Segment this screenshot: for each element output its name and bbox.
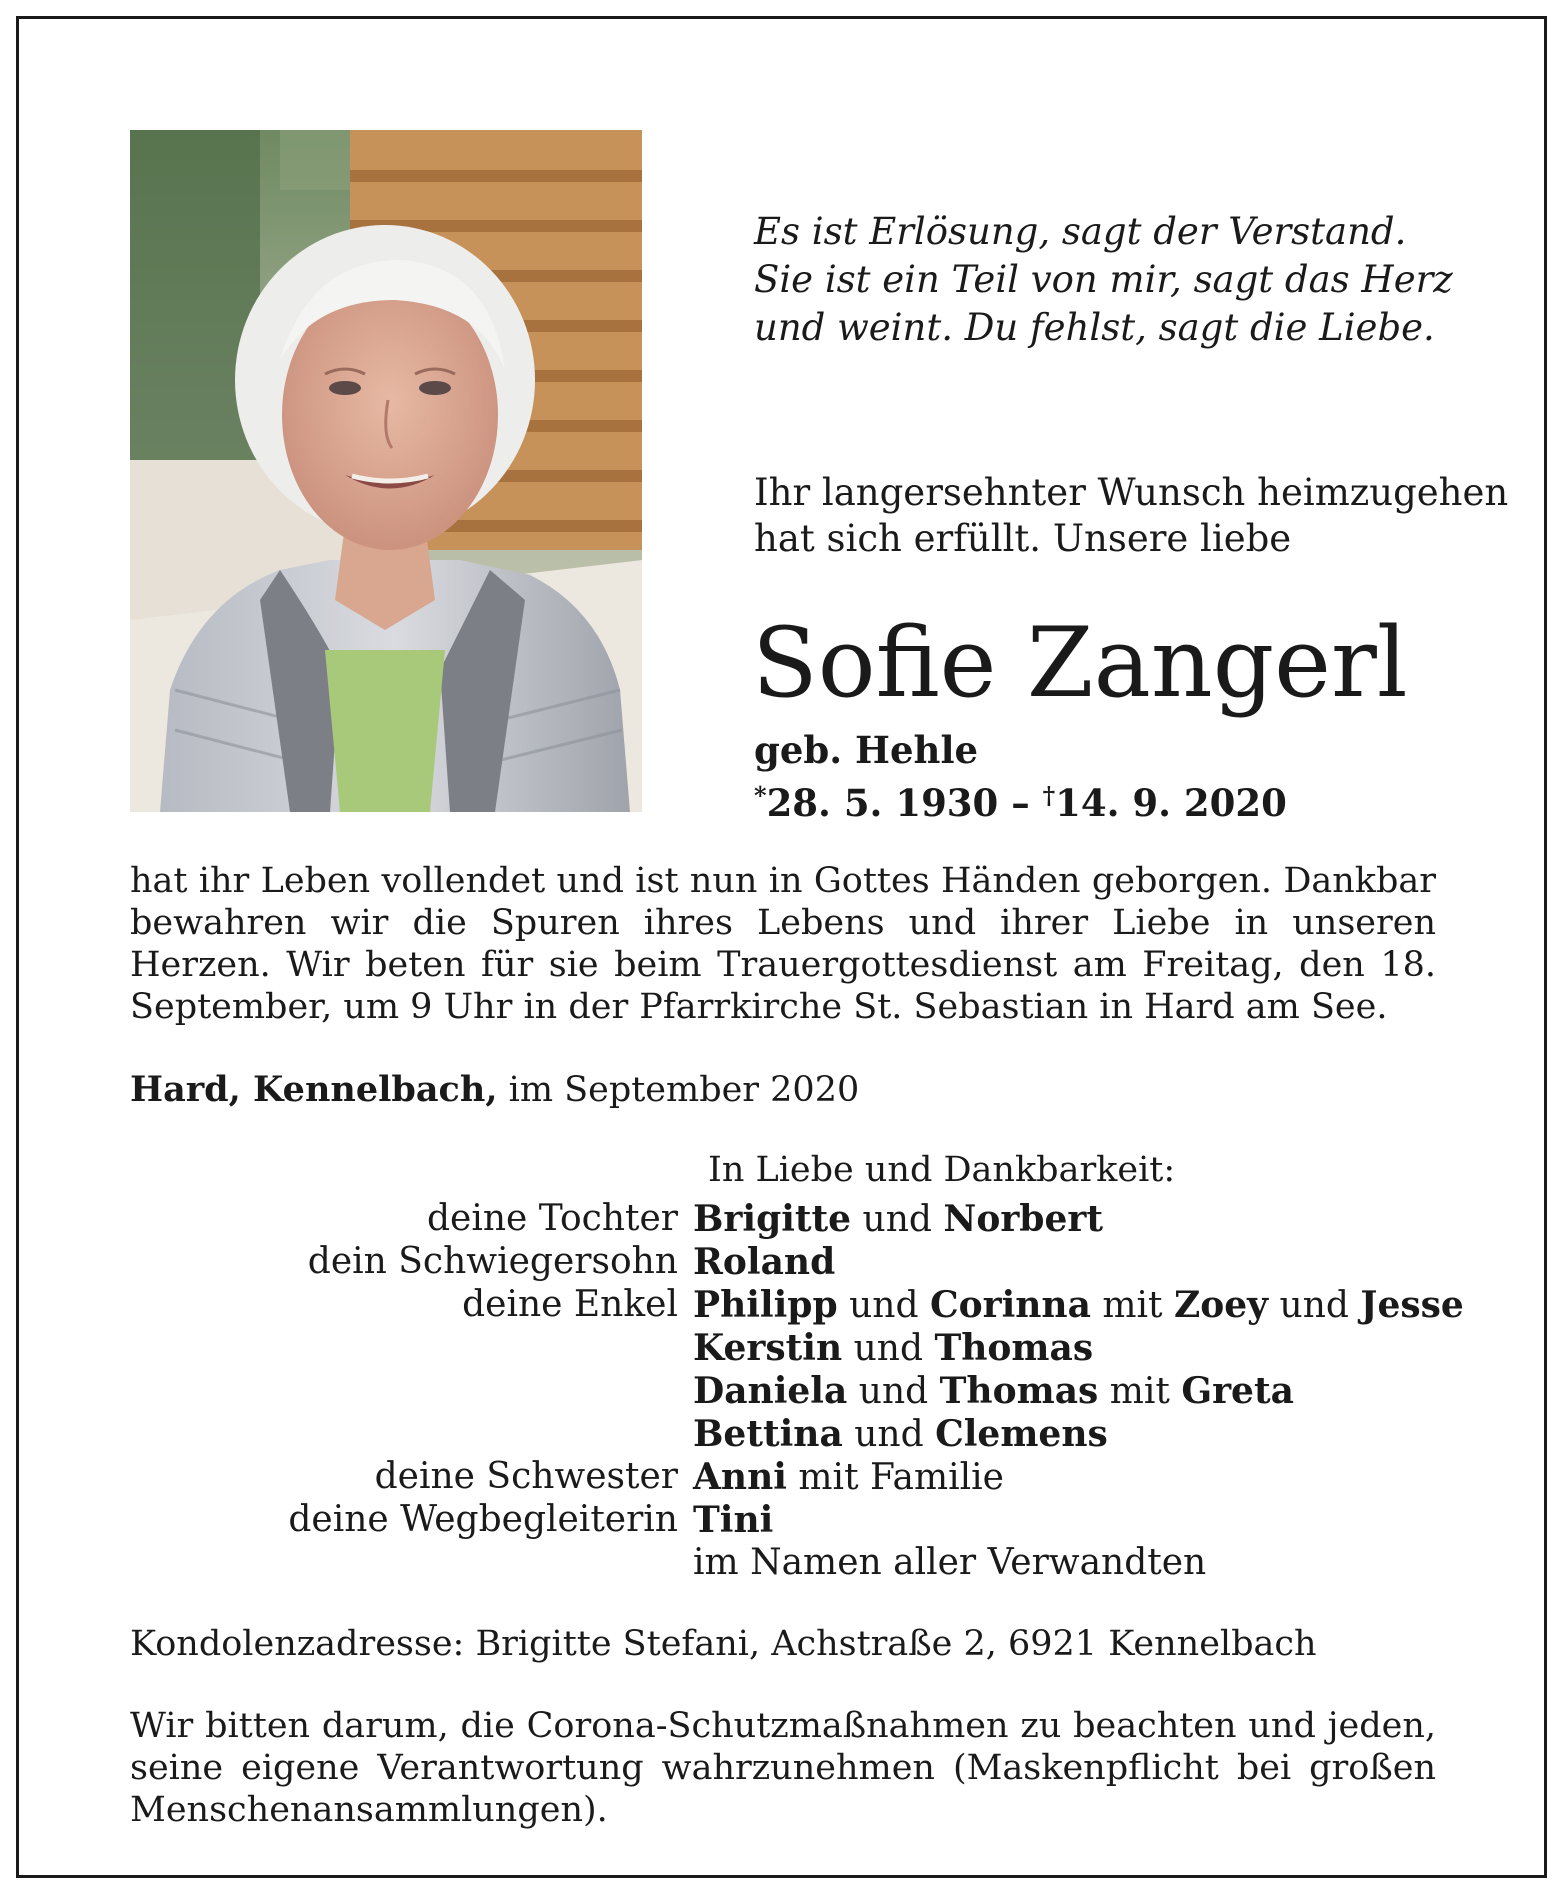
person-name: Greta [1181, 1370, 1294, 1412]
connector: mit [1102, 1285, 1163, 1326]
family-row [130, 1456, 1436, 1499]
family-names [693, 1413, 1436, 1456]
family-names [693, 1370, 1436, 1413]
relation-label [130, 1542, 693, 1584]
intro-line: hat sich erfüllt. Unsere liebe [754, 517, 1292, 560]
death-cross: † [1042, 781, 1056, 810]
relation-label: deine Wegbegleiterin [288, 1499, 678, 1540]
person-name: Tini [693, 1499, 774, 1541]
person-name: Thomas [934, 1327, 1094, 1369]
relation-label: deine Tochter [426, 1198, 678, 1239]
connector: und [862, 1199, 932, 1240]
person-name: Corinna [929, 1284, 1091, 1326]
person-name: Norbert [943, 1198, 1103, 1240]
person-name: Philipp [693, 1284, 838, 1326]
family-row [130, 1413, 1436, 1456]
connector: und [858, 1371, 929, 1412]
relation-label: deine Enkel [462, 1284, 678, 1325]
family-row [130, 1499, 1436, 1542]
birth-name: geb. Hehle [754, 728, 979, 772]
in-love-line: In Liebe und Dankbarkeit: [708, 1150, 1176, 1190]
intro-text [754, 470, 1508, 562]
connector: und [854, 1414, 924, 1455]
portrait-photo [130, 130, 642, 812]
person-name: Bettina [693, 1413, 843, 1455]
family-names [693, 1241, 1436, 1284]
person-name: Kerstin [693, 1327, 843, 1369]
family-names [693, 1198, 1436, 1241]
family-row [130, 1542, 1436, 1584]
family-row [130, 1370, 1436, 1413]
connector: und [849, 1285, 919, 1326]
life-dates [754, 774, 1287, 825]
family-row [130, 1284, 1464, 1327]
intro-line: Ihr langersehnter Wunsch heimzugehen [754, 471, 1509, 514]
relation-label [130, 1327, 693, 1370]
family-names [693, 1456, 1436, 1499]
person-name: Jesse [1360, 1284, 1464, 1326]
person-name: Roland [693, 1241, 836, 1283]
condolence-address: Kondolenzadresse: Brigitte Stefani, Achstraße 2, 6921 Kennelbach [130, 1624, 1317, 1664]
place-date-line [130, 1068, 859, 1112]
family-names [693, 1499, 1436, 1542]
relation-label [130, 1413, 693, 1456]
birth-date: 28. 5. 1930 [766, 781, 999, 825]
quote-line: und weint. Du fehlst, sagt die Liebe. [754, 306, 1435, 349]
death-date: 14. 9. 2020 [1055, 781, 1287, 825]
family-row [130, 1327, 1436, 1370]
birth-star: * [754, 781, 767, 810]
corona-note: Wir bitten darum, die Corona-Schutzmaßnahmen zu beachten und jeden, seine eigene Verantwortung wahrzunehmen (Maskenpflicht bei großen Menschenansammlungen). [130, 1706, 1436, 1830]
poem-quote [754, 208, 1453, 352]
date-separator: – [998, 781, 1043, 825]
family-names [693, 1284, 1464, 1327]
obituary-body: hat ihr Leben vollendet und ist nun in Gottes Händen geborgen. Dankbar bewahren wir die Spuren ihres Lebens und ihrer Liebe in unseren Herzen. Wir beten für sie beim Trauergottesdienst am Freitag, den 18. September, um 9 Uhr in der Pfarrkirche St. Sebastian in Hard am See. [130, 861, 1436, 1027]
closing-line: im Namen aller Verwandten [693, 1542, 1207, 1583]
quote-line: Sie ist ein Teil von mir, sagt das Herz [754, 258, 1453, 301]
person-name: Clemens [935, 1413, 1108, 1455]
quote-line: Es ist Erlösung, sagt der Verstand. [754, 210, 1407, 253]
connector: und [853, 1328, 923, 1369]
connector: mit Familie [786, 1457, 1004, 1498]
family-list [130, 1198, 1464, 1584]
person-name: Thomas [939, 1370, 1099, 1412]
family-names [693, 1327, 1436, 1370]
person-name: Brigitte [693, 1198, 852, 1240]
person-name: Anni [693, 1456, 787, 1498]
connector: mit [1109, 1371, 1170, 1412]
family-row [130, 1241, 1436, 1284]
connector: und [1279, 1285, 1349, 1326]
person-name: Zoey [1173, 1284, 1269, 1326]
relation-label: dein Schwiegersohn [307, 1241, 678, 1282]
relation-label: deine Schwester [374, 1456, 678, 1497]
person-name: Daniela [693, 1370, 848, 1412]
deceased-name: Sofie Zangerl [752, 607, 1408, 719]
family-row [130, 1198, 1436, 1241]
relation-label [130, 1370, 693, 1413]
place-names: Hard, Kennelbach, [130, 1069, 498, 1110]
month-year: im September 2020 [497, 1070, 860, 1110]
